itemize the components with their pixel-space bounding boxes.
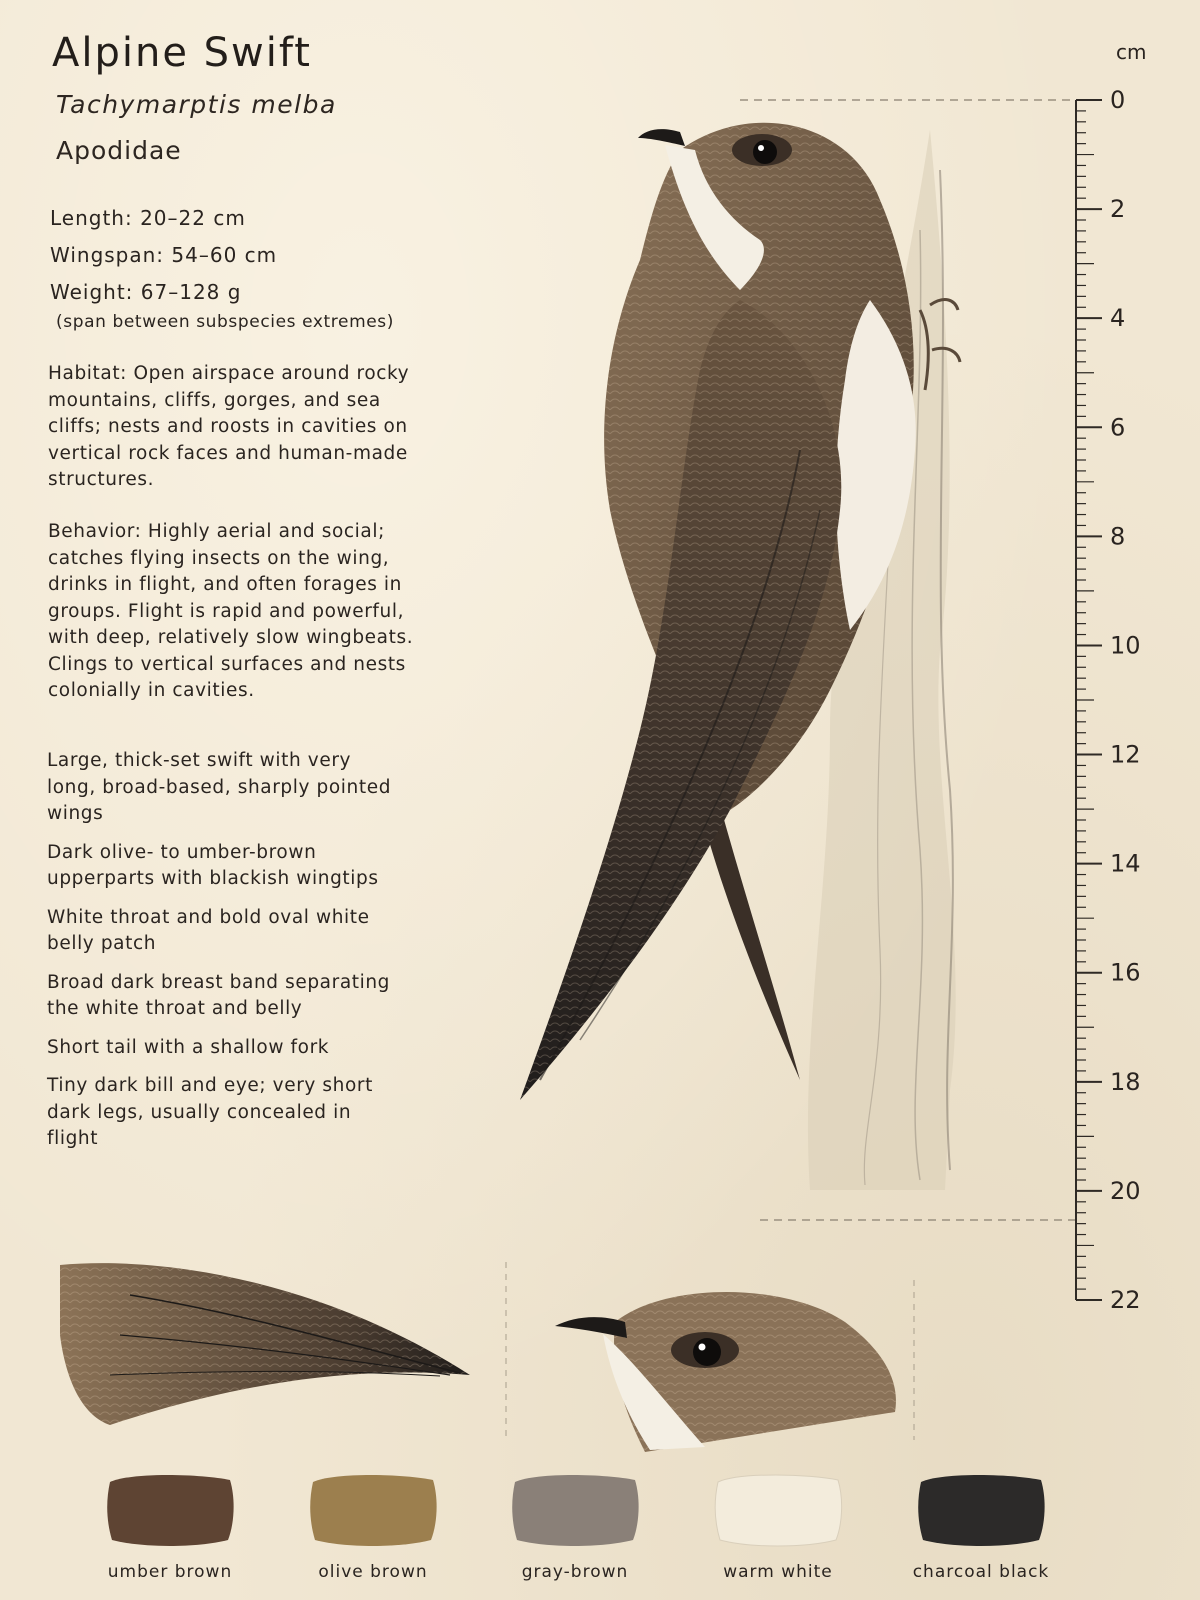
ruler-label: 4 [1110, 304, 1126, 333]
swatch-color [107, 1475, 233, 1546]
weight-stat: Weight: 67–128 g [50, 280, 242, 304]
swatch-color [310, 1475, 436, 1546]
behavior-text: Behavior: Highly aerial and social; catches flying insects on the wing, drinks in flight, and often forages in groups. Flight is rapid and powerful, with deep, relatively slow wingbeats. Clings to vertical surfaces and nests colonially in cavities. [48, 521, 414, 701]
trait-item: Dark olive- to umber-brown upperparts with blackish wingtips [47, 841, 379, 889]
ruler-label: 0 [1110, 86, 1126, 114]
wingspan-stat: Wingspan: 54–60 cm [50, 243, 278, 267]
swatch-color [715, 1475, 841, 1546]
trait-item: White throat and bold oval white belly patch [47, 906, 370, 954]
swatch-warm-white [703, 1470, 853, 1582]
head-eye-icon [693, 1338, 721, 1366]
head-detail-illustration [555, 1282, 905, 1452]
trait-item: Tiny dark bill and eye; very short dark legs, usually concealed in flight [47, 1075, 373, 1149]
ruler-label: 20 [1110, 1176, 1141, 1205]
wing-detail-illustration [50, 1255, 490, 1435]
scientific-name: Tachymarptis melba [56, 90, 337, 119]
ruler-label: 22 [1110, 1286, 1141, 1314]
swatch-gray-brown [500, 1470, 650, 1582]
family-name: Apodidae [56, 136, 182, 165]
ruler-label: 12 [1110, 740, 1141, 769]
swatch-label: olive brown [318, 1562, 428, 1582]
weight-note: (span between subspecies extremes) [56, 312, 394, 332]
swatch-charcoal-black [906, 1470, 1056, 1582]
swatch-umber-brown [95, 1470, 245, 1582]
trait-item: Broad dark breast band separating the white throat and belly [47, 971, 391, 1019]
swatch-label: warm white [723, 1562, 833, 1582]
page-title: Alpine Swift [52, 30, 312, 76]
swatch-label: umber brown [107, 1562, 233, 1582]
trait-item: Short tail with a shallow fork [47, 1036, 330, 1058]
swatch-color [918, 1475, 1044, 1546]
length-stat: Length: 20–22 cm [50, 206, 246, 230]
swatch-label: charcoal black [912, 1562, 1050, 1582]
ruler-label: 2 [1110, 195, 1126, 224]
ruler-label: 18 [1110, 1067, 1141, 1096]
ruler-label: 8 [1110, 522, 1126, 551]
ruler-label: 10 [1110, 631, 1141, 660]
measurement-ruler [1060, 36, 1200, 1316]
color-palette [80, 1470, 1120, 1580]
ruler-label: 16 [1110, 958, 1141, 987]
swatch-olive-brown [298, 1470, 448, 1582]
swatch-label: gray-brown [521, 1562, 629, 1582]
ruler-label: 14 [1110, 849, 1141, 878]
trait-item: Large, thick-set swift with very long, broad-based, sharply pointed wings [47, 750, 392, 824]
ruler-label: 6 [1110, 413, 1126, 442]
habitat-text: Habitat: Open airspace around rocky mountains, cliffs, gorges, and sea cliffs; nests and roosts in cavities on vertical rock faces and human-made structures. [48, 363, 410, 490]
ruler-unit: cm [1116, 40, 1147, 64]
swatch-color [512, 1475, 638, 1546]
